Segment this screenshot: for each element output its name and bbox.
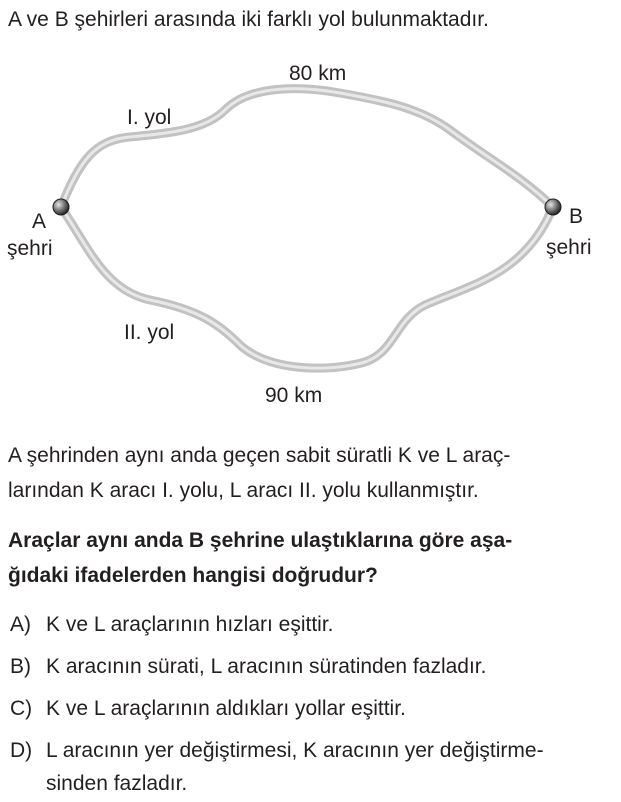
option-d-continuation: sinden fazladır. xyxy=(46,772,188,795)
option-d-letter: D) xyxy=(10,739,33,762)
road-diagram xyxy=(0,40,621,420)
statement-line-2: larından K aracı I. yolu, L aracı II. yolu kullanmıştır. xyxy=(8,479,479,502)
statement-line-1: A şehrinden aynı anda geçen sabit süratli K ve L araç- xyxy=(8,444,511,467)
road-2-length: 90 km xyxy=(265,384,323,407)
option-d[interactable] xyxy=(10,737,544,765)
option-b-text: K aracının sürati, L aracının süratinden fazladır. xyxy=(46,655,487,678)
road-2-label: II. yol xyxy=(124,321,175,344)
city-b-letter: B xyxy=(569,205,584,228)
city-a-marker xyxy=(53,199,69,215)
option-a-letter: A) xyxy=(10,613,31,636)
option-a[interactable] xyxy=(10,611,334,639)
question-line-1: Araçlar aynı anda B şehrine ulaştıklarına göre aşa- xyxy=(8,529,513,552)
city-a-letter: A xyxy=(32,210,47,233)
intro-text: A ve B şehirleri arasında iki farklı yol bulunmaktadır. xyxy=(8,8,489,31)
city-b-marker xyxy=(545,199,561,215)
roads-svg xyxy=(0,40,621,420)
road-1-label: I. yol xyxy=(127,106,172,129)
option-d-text: L aracının yer değiştirmesi, K aracının yer değiştirme- xyxy=(46,739,544,762)
road-1-length: 80 km xyxy=(289,62,347,85)
city-b-word: şehri xyxy=(546,236,592,259)
option-c-letter: C) xyxy=(10,697,33,720)
option-c-text: K ve L araçlarının aldıkları yollar eşittir. xyxy=(46,697,406,720)
option-c[interactable] xyxy=(10,695,406,723)
option-b-letter: B) xyxy=(10,655,31,678)
option-b[interactable] xyxy=(10,653,486,681)
option-a-text: K ve L araçlarının hızları eşittir. xyxy=(46,613,334,636)
city-a-word: şehri xyxy=(7,237,53,260)
question-line-2: ğıdaki ifadelerden hangisi doğrudur? xyxy=(8,564,378,587)
